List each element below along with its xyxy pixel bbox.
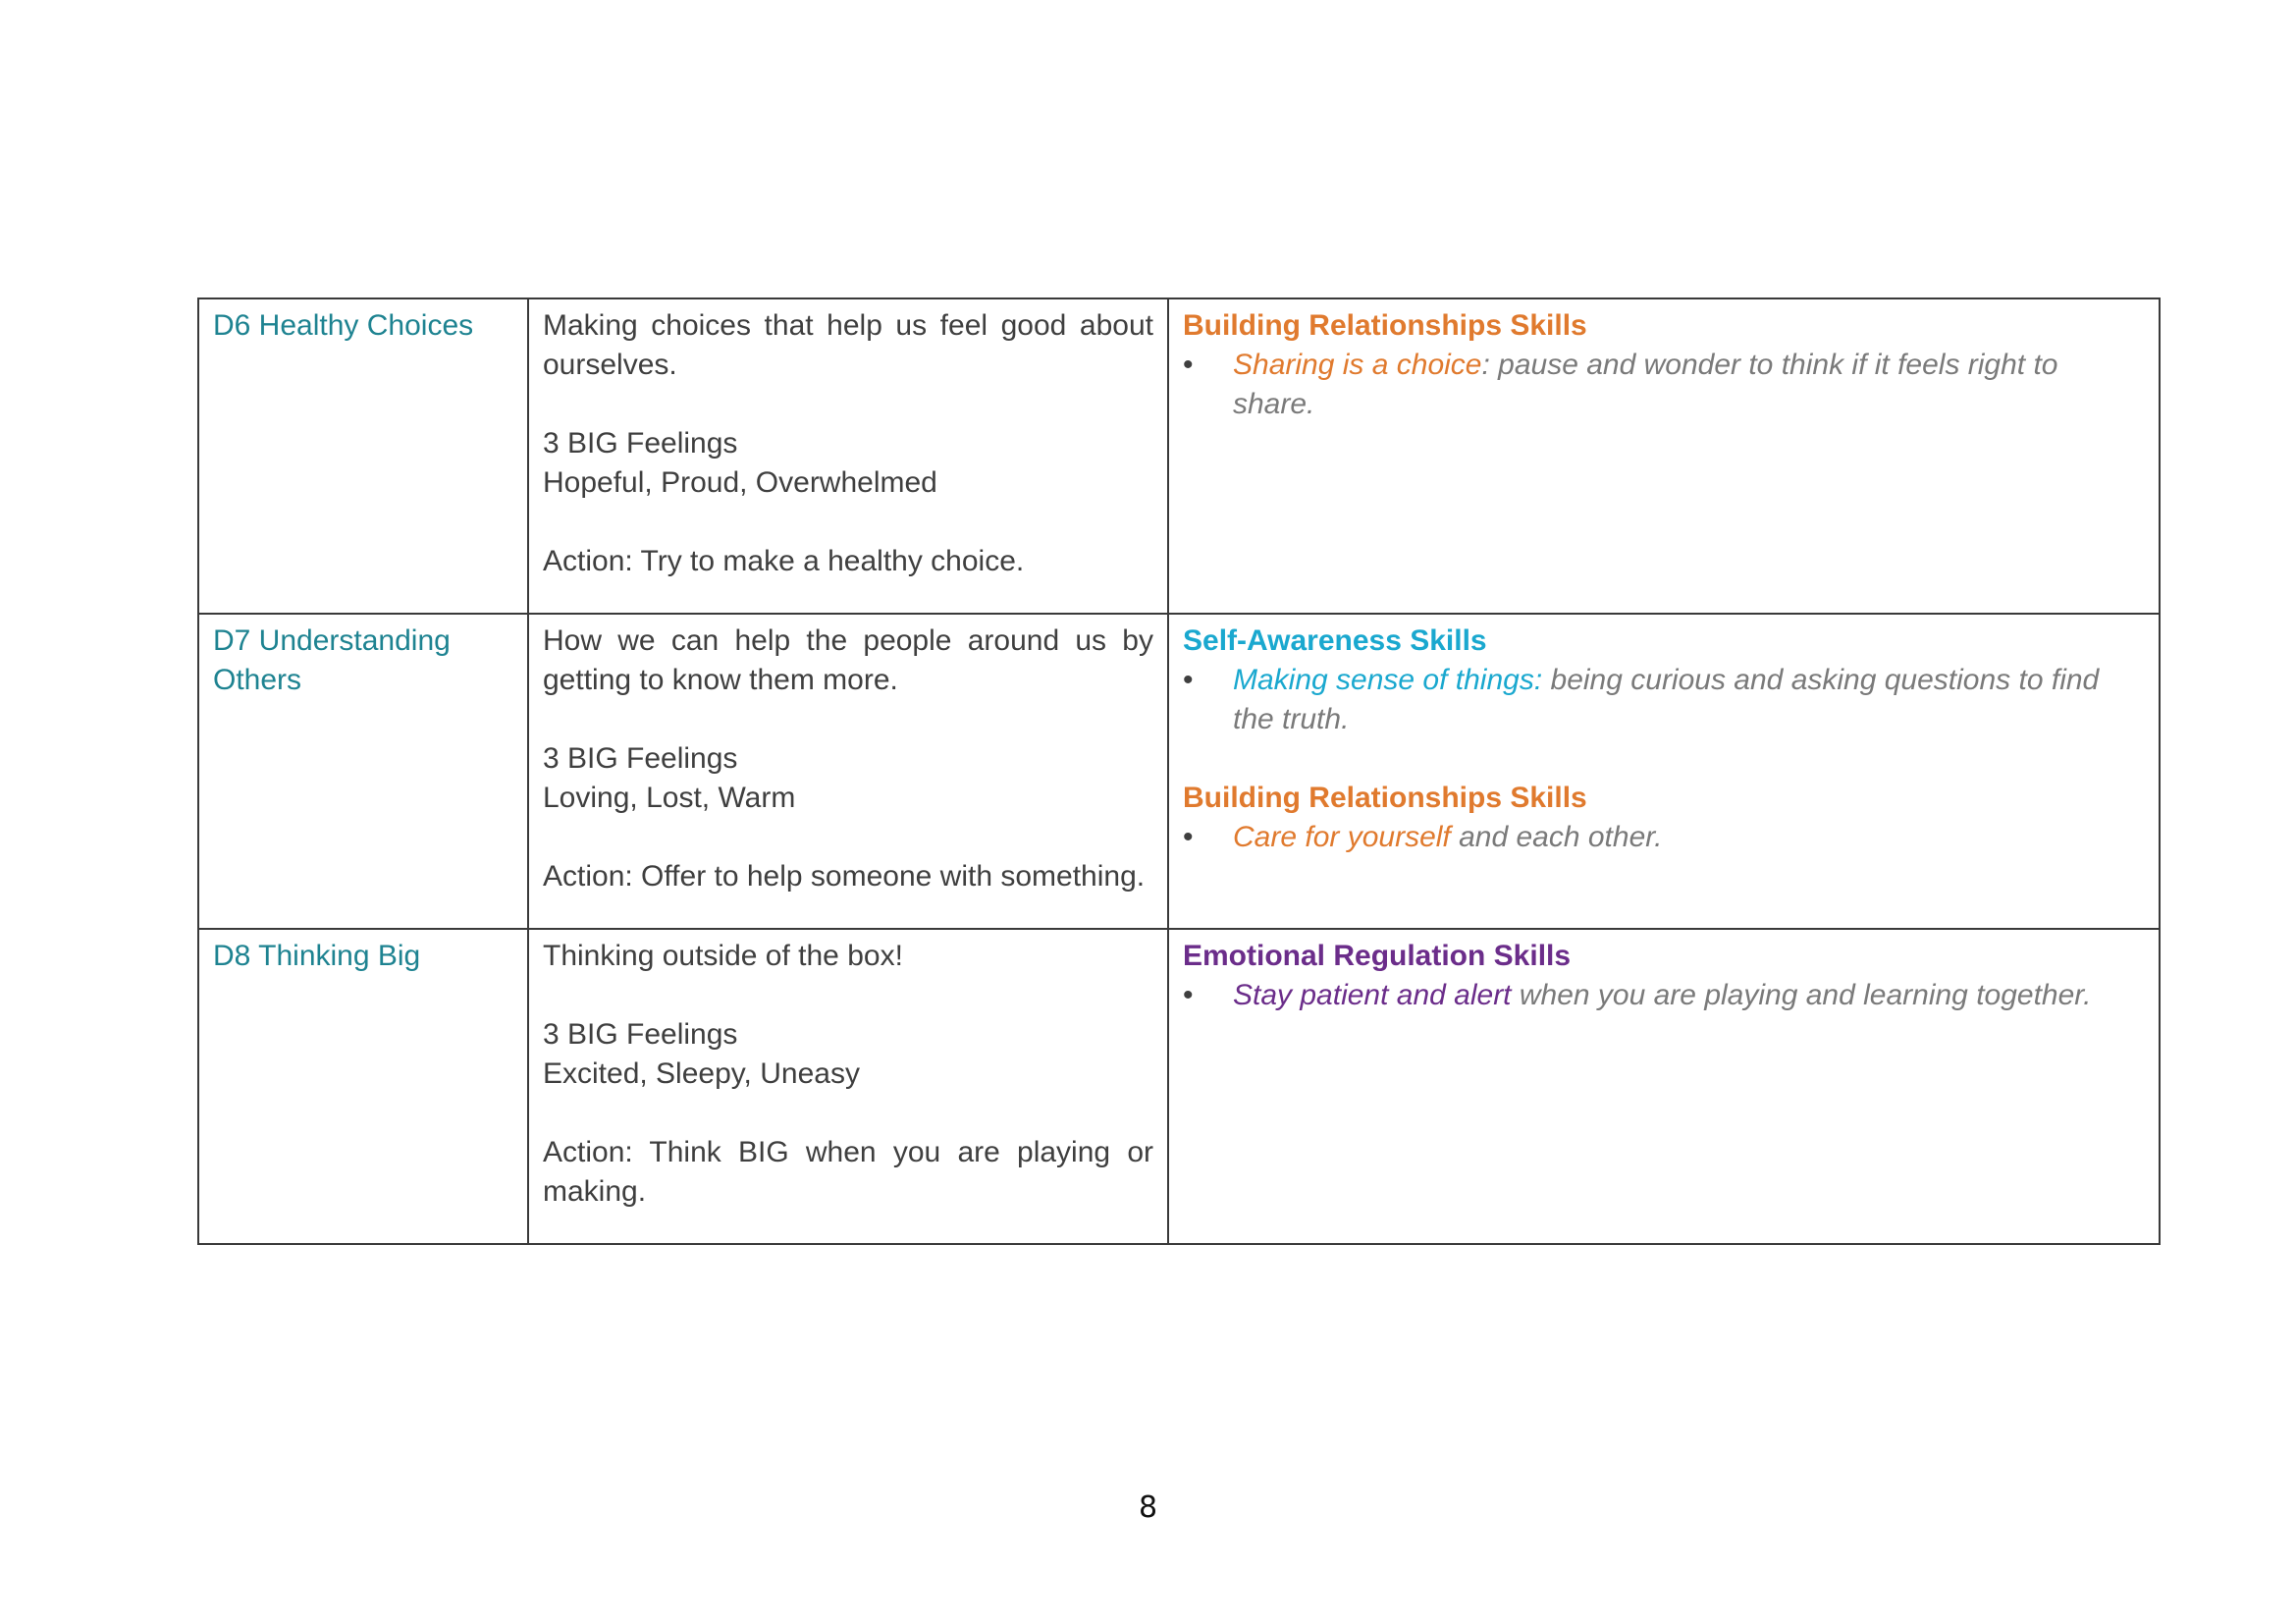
skill-list [1183, 661, 2145, 739]
skill-description: : pause and wonder to think if it feels right to share. [1233, 349, 2058, 420]
skill-highlight: Care for yourself [1233, 821, 1451, 853]
description-cell [528, 929, 1168, 1244]
bullet-icon: • [1183, 821, 1194, 853]
description-cell [528, 614, 1168, 929]
skill-highlight: Making sense of things: [1233, 664, 1543, 696]
lesson-table [197, 298, 2161, 1245]
skill-heading: Emotional Regulation Skills [1183, 940, 1572, 972]
skill-highlight: Stay patient and alert [1233, 979, 1512, 1011]
skill-item [1183, 976, 2145, 1015]
page-number: 8 [1138, 1490, 1158, 1525]
skill-item [1183, 818, 2145, 857]
skill-item [1183, 346, 2145, 424]
skill-description: when you are playing and learning together. [1511, 979, 2092, 1011]
day-title: D6 Healthy Choices [213, 309, 474, 342]
day-title: D8 Thinking Big [213, 940, 421, 972]
skill-description: and each other. [1450, 821, 1663, 853]
skill-block [1183, 779, 2145, 857]
skills-cell [1168, 614, 2160, 929]
skill-item [1183, 661, 2145, 739]
description-cell [528, 298, 1168, 614]
skill-list [1183, 818, 2145, 857]
action-text: Action: Offer to help someone with something. [543, 860, 1146, 893]
description-text: Thinking outside of the box! [543, 940, 903, 972]
action-text: Action: Try to make a healthy choice. [543, 545, 1025, 577]
skill-list [1183, 976, 2145, 1015]
feelings-heading: 3 BIG Feelings [543, 427, 738, 460]
bullet-icon: • [1183, 664, 1194, 696]
skill-highlight: Sharing is a choice [1233, 349, 1482, 381]
skills-cell [1168, 298, 2160, 614]
bullet-icon: • [1183, 349, 1194, 381]
action-text: Action: Think BIG when you are playing or making. [543, 1136, 1153, 1208]
feelings-list: Excited, Sleepy, Uneasy [543, 1057, 860, 1090]
skill-block [1183, 306, 2145, 424]
skill-list [1183, 346, 2145, 424]
day-title-cell [198, 929, 528, 1244]
day-title-cell [198, 298, 528, 614]
skill-heading: Building Relationships Skills [1183, 782, 1587, 814]
bullet-icon: • [1183, 979, 1194, 1011]
skills-cell [1168, 929, 2160, 1244]
feelings-list: Hopeful, Proud, Overwhelmed [543, 466, 937, 499]
skill-description: being curious and asking questions to find the truth. [1233, 664, 2100, 735]
feelings-heading: 3 BIG Feelings [543, 742, 738, 775]
skill-heading: Self-Awareness Skills [1183, 624, 1487, 657]
table-row [198, 614, 2160, 929]
skill-block [1183, 622, 2145, 739]
table-row [198, 298, 2160, 614]
description-text: Making choices that help us feel good about ourselves. [543, 309, 1153, 381]
day-title-cell [198, 614, 528, 929]
skill-block [1183, 937, 2145, 1015]
skill-heading: Building Relationships Skills [1183, 309, 1587, 342]
table-row [198, 929, 2160, 1244]
feelings-heading: 3 BIG Feelings [543, 1018, 738, 1051]
day-title: D7 Understanding Others [213, 624, 451, 696]
feelings-list: Loving, Lost, Warm [543, 782, 796, 814]
description-text: How we can help the people around us by getting to know them more. [543, 624, 1153, 696]
